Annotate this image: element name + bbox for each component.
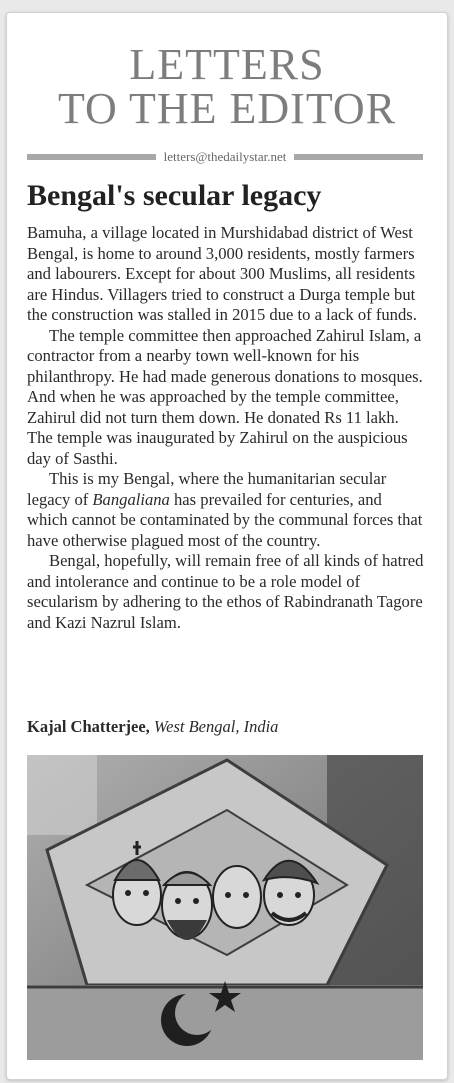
paragraph-4: Bengal, hopefully, will remain free of all kinds of hatred and intolerance and continue to be a role model of secularism by adhering to the ethos of Rabindranath Tagore and Kazi Nazrul Islam. <box>27 551 424 632</box>
paragraph-3-start: This is my Bengal, where the humanitarian secular legacy of <box>27 469 387 509</box>
paragraph-3-end: has prevailed for centuries, and which cannot be contaminated by the communal forces that have otherwise plagued most of the country. <box>27 489 423 550</box>
letter-body <box>27 223 425 633</box>
section-masthead <box>7 40 447 133</box>
paragraph-3 <box>27 469 425 551</box>
author-location: West Bengal, India <box>153 717 279 736</box>
paragraph-2: The temple committee then approached Zahirul Islam, a contractor from a nearby town well-known for his philanthropy. He had made generous donations to mosques. And when he was approached by the temple committee, Zahirul did not turn them down. He donated Rs 11 lakh. The temple was inaugurated by Zahirul on the auspicious day of Sasthi. <box>27 325 423 468</box>
divider-left <box>27 154 156 160</box>
editor-email-link[interactable]: letters@thedailystar.net <box>163 149 287 164</box>
masthead-line-2: TO THE EDITOR <box>57 84 397 133</box>
illustration-four-faces-crescent-star-icon <box>27 755 423 1060</box>
letter-photo <box>27 755 423 1060</box>
author-name: Kajal Chatterjee, <box>27 717 150 736</box>
letter-headline: Bengal's secular legacy <box>27 179 322 212</box>
paragraph-1: Bamuha, a village located in Murshidabad district of West Bengal, is home to around 3,000 residents, mostly farmers and labourers. Except for about 300 Muslims, all residents are Hindus. Villagers tried to construct a Durga temple but the construction was stalled in 2015 due to a lack of funds. <box>27 223 417 324</box>
letters-card <box>6 12 448 1080</box>
letter-signature <box>27 717 278 737</box>
paragraph-3-emphasis: Bangaliana <box>92 489 170 509</box>
masthead-line-1: LETTERS <box>129 40 325 89</box>
divider-right <box>294 154 423 160</box>
email-row <box>27 149 423 165</box>
